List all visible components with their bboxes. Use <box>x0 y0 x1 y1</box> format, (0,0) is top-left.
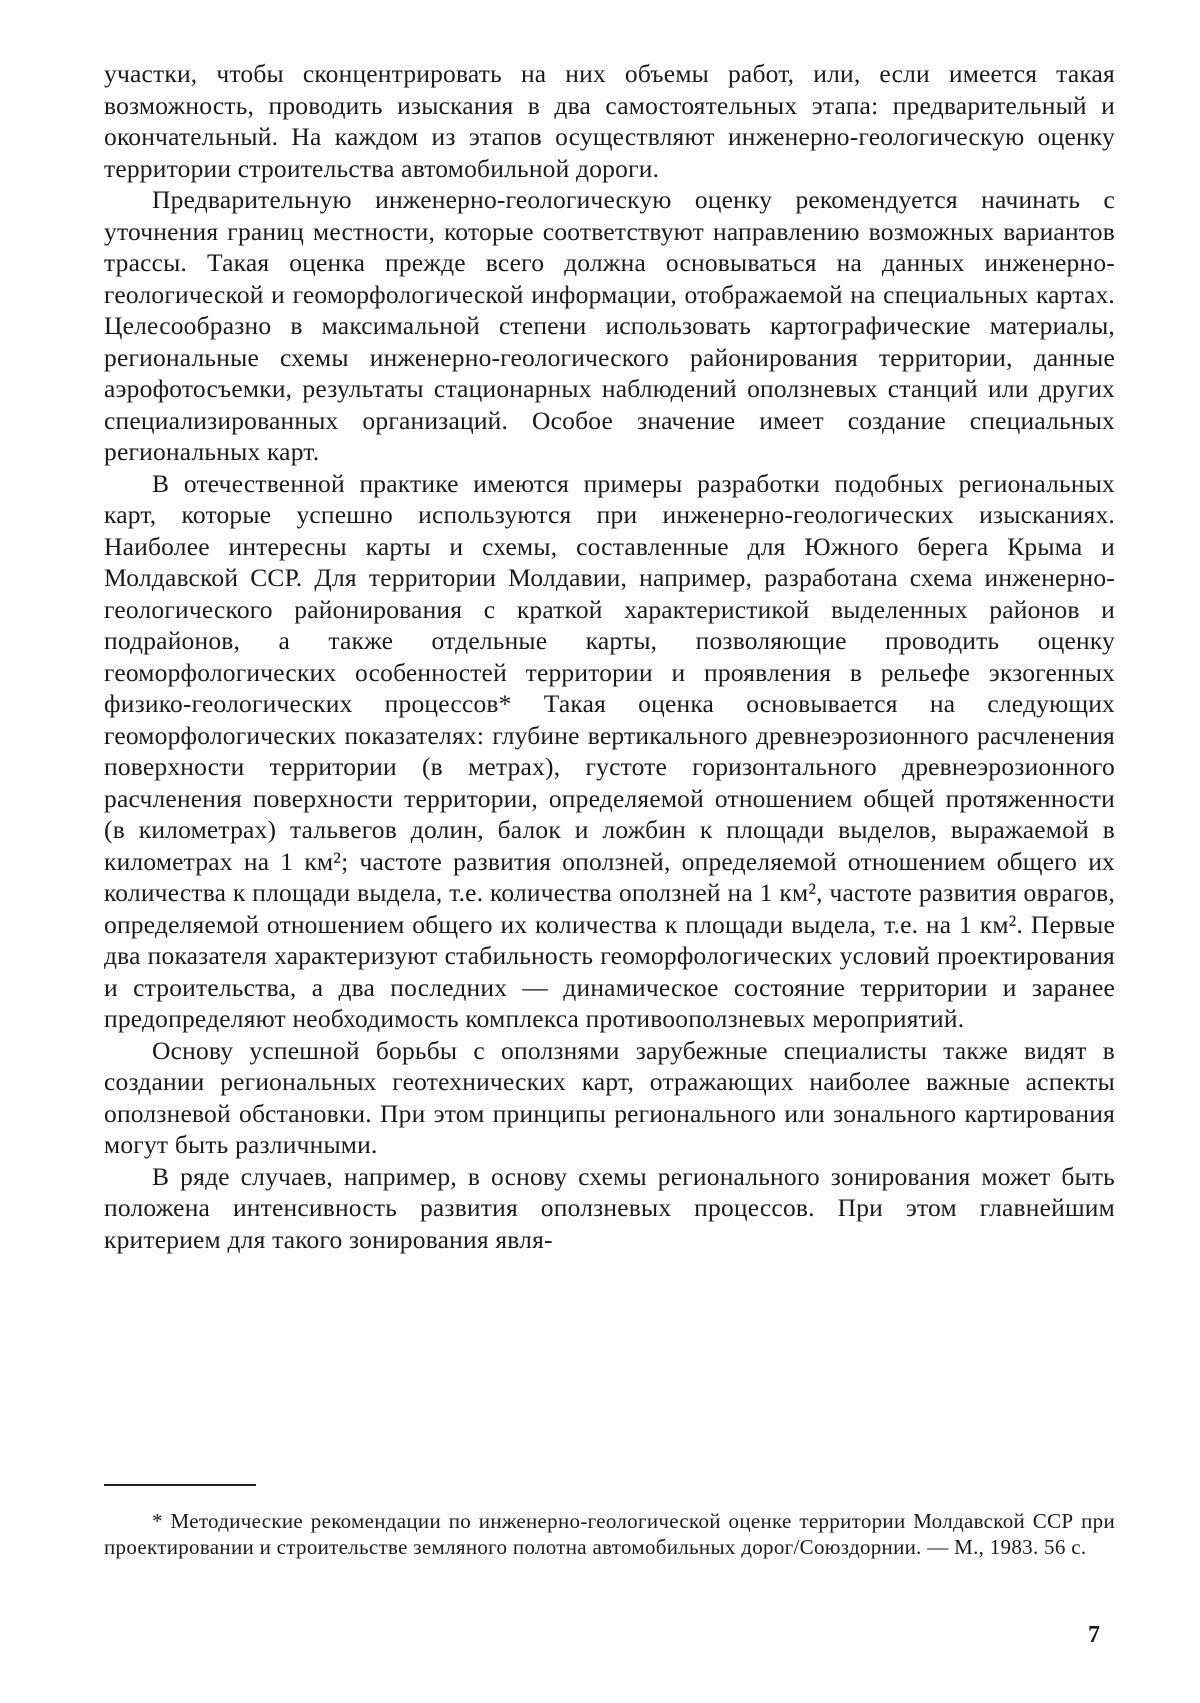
page-body <box>104 58 1115 1255</box>
paragraph-1: участки, чтобы сконцентрировать на них объемы работ, или, если имеется такая возможность, проводить изыскания в два самостоятельных этапа: предварительный и окончательный. На каждом из этапов осуществляют инженерно-геологическую оценку территории строительства автомобильной дороги. <box>104 59 1115 183</box>
paragraph-2: Предварительную инженерно-геологическую оценку рекомендуется начинать с уточнения границ местности, которые соответствуют направлению возможных вариантов трассы. Такая оценка прежде всего должна основываться на данных инженерно-геологической и геоморфологической информации, отображаемой на специальных картах. Целесообразно в максимальной степени использовать картографические материалы, региональные схемы инженерно-геологического районирования территории, данные аэрофотосъемки, результаты стационарных наблюдений оползневых станций или других специализированных организаций. Особое значение имеет создание специальных региональных карт. <box>104 185 1115 466</box>
paragraph-4: Основу успешной борьбы с оползнями зарубежные специалисты также видят в создании региональных геотехнических карт, отражающих наиболее важные аспекты оползневой обстановки. При этом принципы регионального или зонального картирования могут быть различными. <box>104 1035 1115 1159</box>
footnote: * Методические рекомендации по инженерно-геологической оценке территории Молдавской ССР при проектировании и строительстве земляного полотна автомобильных дорог/Союздорнии. — М., 1983. 56 с. <box>104 1509 1115 1559</box>
paragraph-3: В отечественной практике имеются примеры разработки подобных региональных карт, которые успешно используются при инженерно-геологических изысканиях. Наиболее интересны карты и схемы, составленные для Южного берега Крыма и Молдавской ССР. Для территории Молдавии, например, разработана схема инженерно-геологического районирования с краткой характеристикой выделенных районов и подрайонов, а также отдельные карты, позволяющие проводить оценку геоморфологических особенностей территории и проявления в рельефе экзогенных физико-геологических процессов* Такая оценка основывается на следующих геоморфологических показателях: глубине вертикального древнеэрозионного расчленения поверхности территории (в метрах), густоте горизонтального древнеэрозионного расчленения поверхности территории, определяемой отношением общей протяженности (в километрах) тальвегов долин, балок и ложбин к площади выделов, выражаемой в километрах на 1 км²; частоте развития оползней, определяемой отношением общего их количества к площади выдела, т.е. количества оползней на 1 км², частоте развития оврагов, определяемой отношением общего их количества к площади выдела, т.е. на 1 км². Первые два показателя характеризуют стабильность геоморфологических условий проектирования и строительства, а два последних — динамическое состояние территории и заранее предопределяют необходимость комплекса противооползневых мероприятий. <box>104 468 1115 1033</box>
paragraph-5: В ряде случаев, например, в основу схемы регионального зонирования может быть положена интенсивность развития оползневых процессов. При этом главнейшим критерием для такого зонирования явля- <box>104 1161 1115 1254</box>
page-number: 7 <box>1088 1622 1100 1648</box>
footnote-divider <box>104 1484 256 1486</box>
